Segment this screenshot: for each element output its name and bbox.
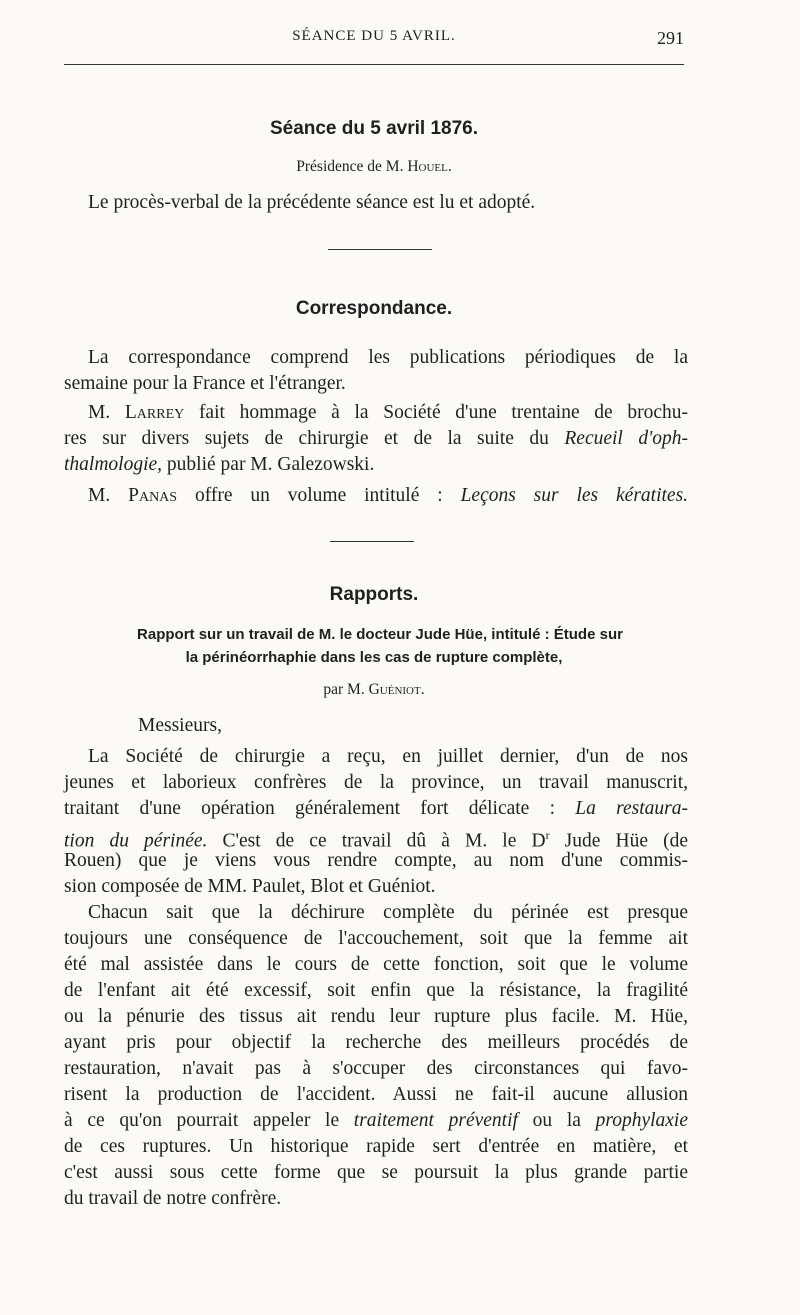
lecons-title: Leçons sur les kératites.: [460, 485, 689, 506]
corr-p1-line2: semaine pour la France et l'étranger.: [64, 373, 346, 394]
rp1-line4: [64, 822, 689, 852]
rp1-line2: jeunes et laborieux confrères de la province, un travail manuscrit,: [64, 772, 688, 793]
corr-p2-line2: [64, 426, 688, 452]
rp2-line9-a: à ce qu'on pourrait appeler le: [64, 1110, 340, 1131]
recueil-title-end: thalmologie,: [64, 454, 163, 475]
rp2-line3: été mal assistée dans le cours de cette fonction, soit que le volume: [64, 954, 688, 975]
rp2-line4: de l'enfant ait été excessif, soit enfin que la résistance, la fragilité: [64, 980, 688, 1001]
rp2-line7: restauration, n'avait pas à s'occuper des circonstances qui favo-: [64, 1058, 688, 1079]
session-title: Séance du 5 avril 1876.: [269, 118, 479, 139]
rp1-line4-text-a: C'est de ce travail dû à M. le D: [222, 830, 546, 852]
rp1-line3: [64, 796, 688, 822]
section-divider-2: [330, 541, 414, 542]
rp2-line8: risent la production de l'accident. Aussi ne fait-il aucune allusion: [64, 1084, 688, 1105]
report-title-line1: Rapport sur un travail de M. le docteur Jude Hüe, intitulé : Étude sur: [137, 626, 623, 643]
salutation: Messieurs,: [138, 715, 222, 736]
rp2-line5: ou la pénurie des tissus ait rendu leur rupture plus facile. M. Hüe,: [64, 1006, 688, 1027]
correspondance-heading: Correspondance.: [295, 298, 453, 319]
corr-p2-line1-rest: fait hommage à la Société d'une trentaine de brochu-: [198, 402, 688, 423]
rp1-line6: sion composée de MM. Paulet, Blot et Guéniot.: [64, 876, 436, 897]
rapports-heading: Rapports.: [329, 584, 419, 605]
corr-p2-line1: [88, 400, 688, 426]
author-prefix: par M.: [323, 681, 365, 698]
traitement-preventif: traitement préventif: [353, 1110, 518, 1131]
minutes-line: Le procès-verbal de la précédente séance est lu et adopté.: [88, 192, 536, 213]
larrey-prefix: M.: [88, 402, 111, 423]
corr-p2-line3: [64, 452, 688, 478]
presidence-prefix: Présidence de M.: [296, 158, 404, 175]
rp1-line3-text: traitant d'une opération généralement fort délicate :: [64, 798, 556, 819]
rp2-line12: du travail de notre confrère.: [64, 1188, 282, 1209]
corr-p3-line: [88, 483, 688, 509]
prophylaxie: prophylaxie: [595, 1110, 688, 1131]
author-name: Guéniot.: [368, 681, 425, 698]
corr-p3-text: offre un volume intitulé :: [194, 485, 443, 506]
report-title-line2: la périnéorrhaphie dans les cas de rupture complète,: [185, 649, 563, 666]
corr-p1-line1: La correspondance comprend les publications périodiques de la: [88, 347, 688, 368]
report-author: [64, 681, 684, 699]
rp1-line1: La Société de chirurgie a reçu, en juillet dernier, d'un de nos: [88, 746, 688, 767]
rp1-line5: Rouen) que je viens vous rendre compte, au nom d'une commis-: [64, 850, 688, 871]
corr-p2-line3-text: publié par M. Galezowski.: [166, 454, 375, 475]
page-number: 291: [657, 28, 684, 48]
restauration-title-end: tion du périnée.: [64, 830, 208, 852]
panas-name: Panas: [128, 485, 178, 506]
rp2-line6: ayant pris pour objectif la recherche des meilleurs procédés de: [64, 1032, 688, 1053]
corr-p2-line2-text: res sur divers sujets de chirurgie et de la suite du: [64, 428, 549, 449]
panas-prefix: M.: [88, 485, 111, 506]
rp2-line11: c'est aussi sous cette forme que se poursuit la plus grande partie: [64, 1162, 688, 1183]
docteur-superscript: r: [545, 828, 550, 842]
restauration-title: La restaura-: [575, 798, 688, 819]
rp2-line9-b: ou la: [532, 1110, 581, 1131]
recueil-title: Recueil d'oph-: [564, 428, 688, 449]
presidence-line: [64, 158, 684, 176]
rp2-line2: toujours une conséquence de l'accouchement, soit que la femme ait: [64, 928, 688, 949]
rp1-line4-text-b: Jude Hüe (de: [549, 830, 689, 852]
presidence-name: Houel.: [407, 158, 452, 175]
section-divider: [328, 249, 432, 250]
rp2-line1: Chacun sait que la déchirure complète du périnée est presque: [88, 902, 688, 923]
larrey-name: Larrey: [124, 402, 185, 423]
rp2-line9: [64, 1108, 688, 1134]
running-head: [64, 28, 684, 54]
running-title: SÉANCE DU 5 AVRIL.: [292, 28, 456, 44]
header-rule: [64, 64, 684, 65]
rp2-line10: de ces ruptures. Un historique rapide sert d'entrée en matière, et: [64, 1136, 688, 1157]
